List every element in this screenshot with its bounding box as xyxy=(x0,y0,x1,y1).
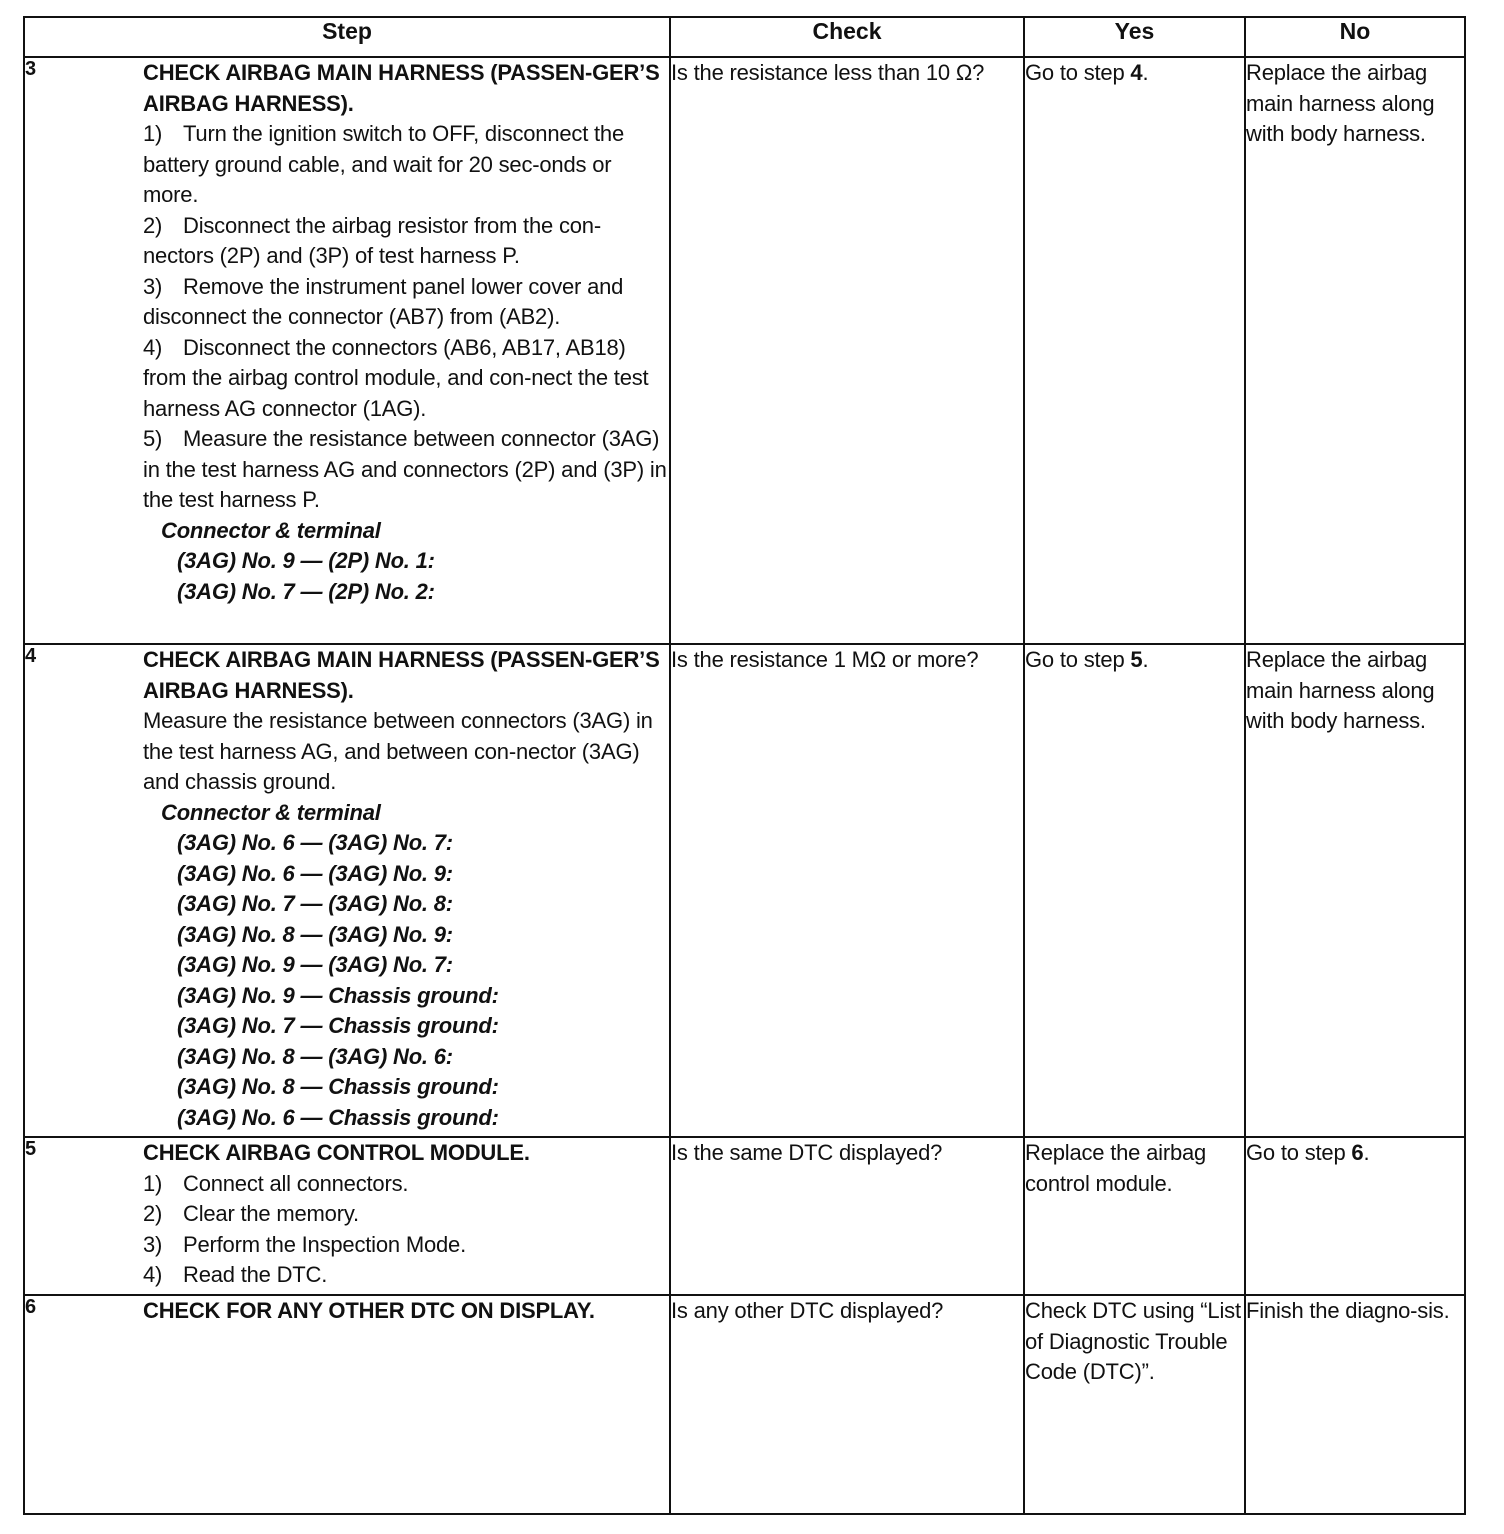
step-number: 3 xyxy=(24,57,143,644)
step-item: 5) Measure the resistance between connector (3AG) in the test harness AG and connectors (2P) and (3P) in the test harness P. xyxy=(143,426,667,512)
terminal-line: (3AG) No. 8 — (3AG) No. 6: xyxy=(177,1043,453,1069)
connector-terminal-label: Connector & terminal xyxy=(161,799,381,825)
terminal-line: (3AG) No. 9 — (3AG) No. 7: xyxy=(177,952,453,977)
step-number: 6 xyxy=(24,1295,143,1514)
check-cell: Is the resistance 1 MΩ or more? xyxy=(670,644,1024,1137)
table-row xyxy=(24,1295,1465,1514)
header-row xyxy=(24,17,1465,57)
step-item: 1) Turn the ignition switch to OFF, disconnect the battery ground cable, and wait for 20 sec-onds or more. xyxy=(143,121,624,207)
no-cell: Replace the airbag main harness along with body harness. xyxy=(1245,57,1465,644)
yes-cell: Go to step 4. xyxy=(1024,57,1245,644)
diagnostic-table xyxy=(23,16,1466,1515)
step-item: 2) Clear the memory. xyxy=(143,1201,359,1226)
step-cell xyxy=(143,644,670,1137)
step-item: 4) Read the DTC. xyxy=(143,1262,328,1287)
header-yes: Yes xyxy=(1024,17,1245,57)
no-cell: Go to step 6. xyxy=(1245,1137,1465,1295)
terminal-line: (3AG) No. 6 — Chassis ground: xyxy=(177,1104,499,1130)
step-number: 5 xyxy=(24,1137,143,1295)
step-item: 2) Disconnect the airbag resistor from the con-nectors (2P) and (3P) of test harness P. xyxy=(143,212,601,268)
connector-terminal-label: Connector & terminal xyxy=(161,517,381,543)
step-body: Measure the resistance between connectors (3AG) in the test harness AG, and between con-nector (3AG) and chassis ground. xyxy=(143,708,653,794)
step-number: 4 xyxy=(24,644,143,1137)
check-cell: Is the resistance less than 10 Ω? xyxy=(670,57,1024,644)
step-item: 3) Remove the instrument panel lower cover and disconnect the connector (AB7) from (AB2). xyxy=(143,273,624,329)
step-cell xyxy=(143,57,670,644)
terminal-line: (3AG) No. 8 — Chassis ground: xyxy=(177,1074,499,1099)
yes-cell: Go to step 5. xyxy=(1024,644,1245,1137)
step-cell xyxy=(143,1295,670,1514)
terminal-line: (3AG) No. 6 — (3AG) No. 7: xyxy=(177,830,453,855)
step-title: CHECK AIRBAG MAIN HARNESS (PASSEN-GER’S AIRBAG HARNESS). xyxy=(143,647,660,703)
yes-cell: Replace the airbag control module. xyxy=(1024,1137,1245,1295)
yes-cell: Check DTC using “List of Diagnostic Trouble Code (DTC)”. xyxy=(1024,1295,1245,1514)
no-cell: Finish the diagno-sis. xyxy=(1245,1295,1465,1514)
table-row xyxy=(24,644,1465,1137)
terminal-line: (3AG) No. 7 — (2P) No. 2: xyxy=(177,578,435,604)
terminal-line: (3AG) No. 9 — Chassis ground: xyxy=(177,982,499,1008)
terminal-line: (3AG) No. 8 — (3AG) No. 9: xyxy=(177,921,453,947)
terminal-line: (3AG) No. 7 — (3AG) No. 8: xyxy=(177,891,453,916)
header-no: No xyxy=(1245,17,1465,57)
check-cell: Is the same DTC displayed? xyxy=(670,1137,1024,1295)
terminal-line: (3AG) No. 9 — (2P) No. 1: xyxy=(177,548,435,573)
table-row xyxy=(24,57,1465,644)
step-item: 3) Perform the Inspection Mode. xyxy=(143,1231,466,1257)
step-title: CHECK AIRBAG MAIN HARNESS (PASSEN-GER’S AIRBAG HARNESS). xyxy=(143,60,660,116)
step-title: CHECK FOR ANY OTHER DTC ON DISPLAY. xyxy=(143,1298,595,1323)
header-check: Check xyxy=(670,17,1024,57)
table-row xyxy=(24,1137,1465,1295)
terminal-line: (3AG) No. 7 — Chassis ground: xyxy=(177,1013,499,1038)
terminal-line: (3AG) No. 6 — (3AG) No. 9: xyxy=(177,860,453,886)
header-step: Step xyxy=(24,17,670,57)
step-item: 1) Connect all connectors. xyxy=(143,1170,409,1196)
step-item: 4) Disconnect the connectors (AB6, AB17, AB18) from the airbag control module, and con-nect the test harness AG connector (1AG). xyxy=(143,334,649,421)
no-cell: Replace the airbag main harness along with body harness. xyxy=(1245,644,1465,1137)
check-cell: Is any other DTC displayed? xyxy=(670,1295,1024,1514)
step-cell xyxy=(143,1137,670,1295)
step-title: CHECK AIRBAG CONTROL MODULE. xyxy=(143,1140,530,1165)
